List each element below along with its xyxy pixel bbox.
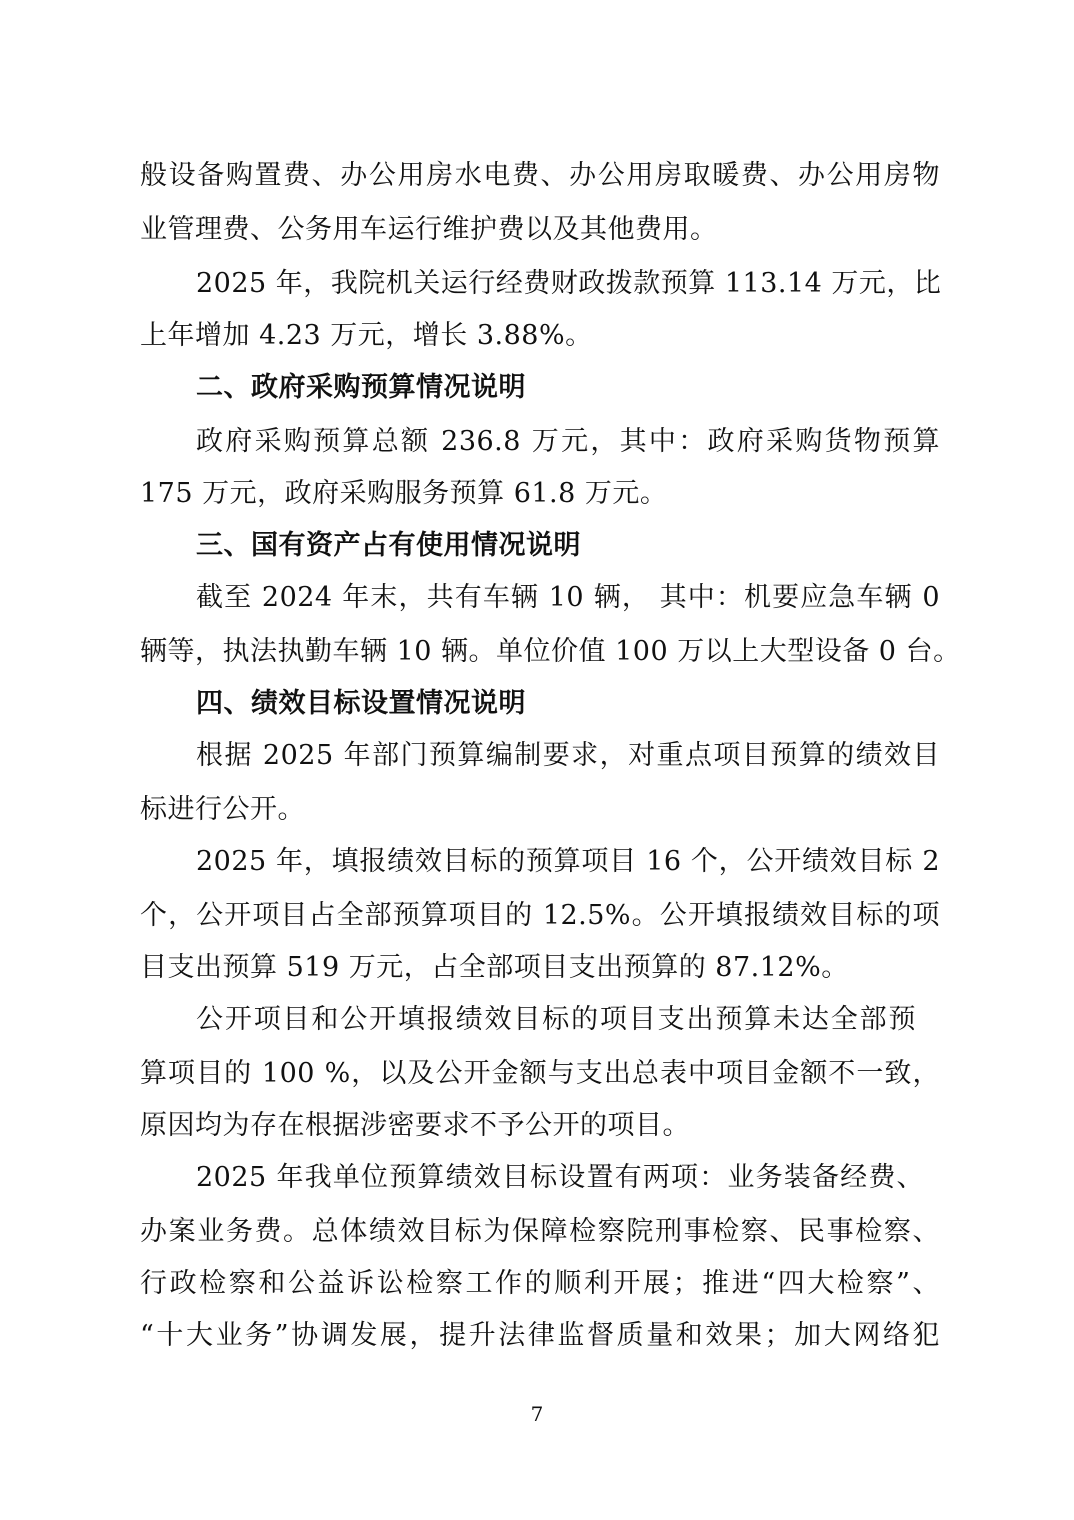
section-heading-state-assets: 三、国有资产占有使用情况说明 [196, 530, 581, 561]
paragraph-line: 公开项目和公开填报绩效目标的项目支出预算未达全部预 [196, 1004, 916, 1035]
paragraph-line: 办案业务费。总体绩效目标为保障检察院刑事检察、民事检察、 [140, 1216, 940, 1247]
paragraph-line: 2025 年，我院机关运行经费财政拨款预算 113.14 万元，比 [196, 268, 942, 299]
paragraph-line: 2025 年我单位预算绩效目标设置有两项：业务装备经费、 [196, 1162, 924, 1193]
paragraph-line: 根据 2025 年部门预算编制要求，对重点项目预算的绩效目 [196, 740, 940, 771]
paragraph-line: “十大业务”协调发展，提升法律监督质量和效果；加大网络犯 [140, 1320, 940, 1351]
paragraph-line: 截至 2024 年末，共有车辆 10 辆， 其中：机要应急车辆 0 [196, 582, 940, 613]
paragraph-line: 政府采购预算总额 236.8 万元，其中：政府采购货物预算 [196, 426, 940, 457]
paragraph-line: 算项目的 100 %，以及公开金额与支出总表中项目金额不一致， [140, 1058, 940, 1089]
page-number: 7 [530, 1402, 544, 1426]
paragraph-line: 般设备购置费、办公用房水电费、办公用房取暖费、办公用房物 [140, 160, 940, 191]
paragraph-line: 行政检察和公益诉讼检察工作的顺利开展；推进“四大检察”、 [140, 1268, 940, 1299]
paragraph-line: 上年增加 4.23 万元，增长 3.88%。 [140, 320, 593, 351]
paragraph-line: 2025 年，填报绩效目标的预算项目 16 个，公开绩效目标 2 [196, 846, 940, 877]
section-heading-performance-targets: 四、绩效目标设置情况说明 [196, 688, 526, 719]
paragraph-line: 175 万元，政府采购服务预算 61.8 万元。 [140, 478, 668, 509]
paragraph-line: 辆等，执法执勤车辆 10 辆。单位价值 100 万以上大型设备 0 台。 [140, 636, 961, 667]
paragraph-line: 目支出预算 519 万元，占全部项目支出预算的 87.12%。 [140, 952, 849, 983]
paragraph-line: 标进行公开。 [140, 794, 305, 825]
paragraph-line: 原因均为存在根据涉密要求不予公开的项目。 [140, 1110, 690, 1141]
paragraph-line: 个，公开项目占全部预算项目的 12.5%。公开填报绩效目标的项 [140, 900, 940, 931]
paragraph-line: 业管理费、公务用车运行维护费以及其他费用。 [140, 214, 718, 245]
section-heading-government-procurement: 二、政府采购预算情况说明 [196, 372, 526, 403]
